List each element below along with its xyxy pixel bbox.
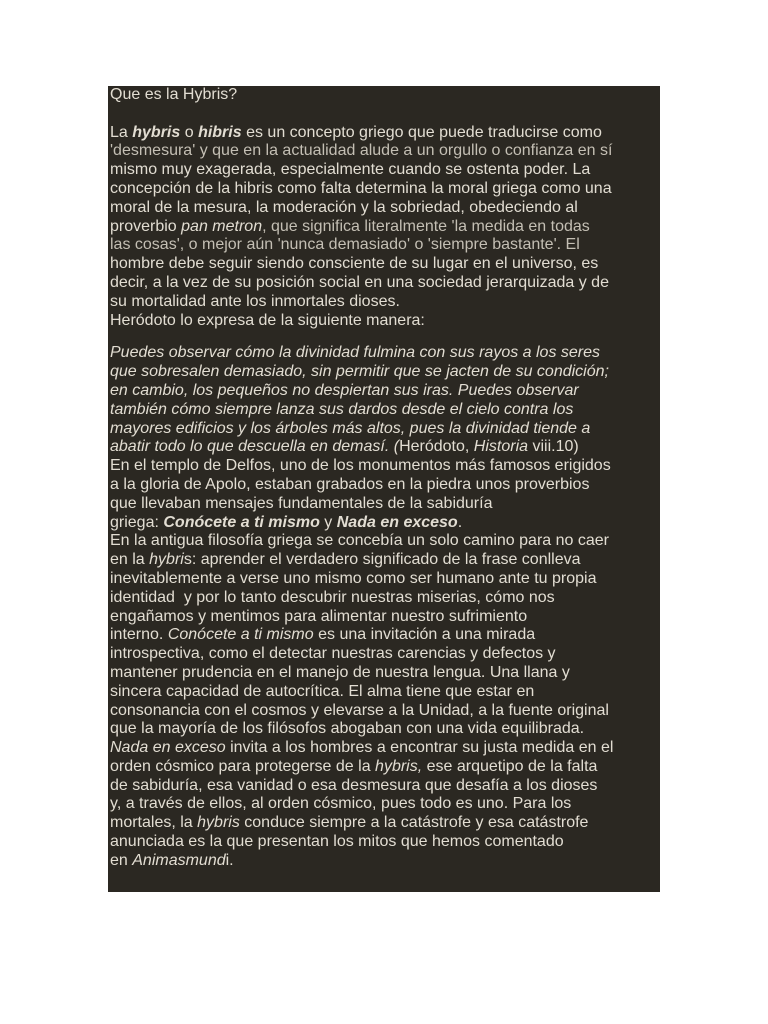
text-line: su mortalidad ante los inmortales dioses. [110, 292, 400, 310]
text-line: sincera capacidad de autocrítica. El alma tiene que estar en [110, 682, 535, 700]
term-pan-metron: pan metron [181, 217, 263, 235]
text-line [110, 758, 660, 777]
text-line: introspectiva, como el detectar nuestras carencias y defectos y [110, 645, 556, 663]
term-hibris: hibris [198, 123, 242, 141]
text-run: , que significa literalmente 'la medida en todas [262, 217, 590, 235]
text-run: La [110, 123, 133, 141]
text-run: proverbio [110, 217, 182, 235]
text-run: orden cósmico para protegerse de la [110, 757, 376, 775]
text-line [110, 124, 660, 143]
text-run: que sobresalen demasiado, sin permitir que se jacten de su condición; [110, 363, 609, 381]
text-line [110, 514, 660, 533]
text-run: interno. [110, 626, 168, 644]
text-line [110, 739, 660, 758]
text-run: o [180, 123, 199, 141]
quote-line [110, 363, 660, 382]
document-title: Que es la Hybris? [110, 86, 238, 103]
maxim-know-thyself: Conócete a ti mismo [163, 513, 320, 531]
quote-herodotus [110, 344, 660, 457]
text-run: en la [110, 551, 150, 569]
term-animasmundi: Animasmund [132, 851, 226, 869]
text-line: mismo muy exagerada, especialmente cuando se ostenta poder. La [110, 161, 591, 179]
quote-line [110, 401, 660, 420]
text-run: es un concepto griego que puede traducirse como [241, 123, 602, 141]
text-run: griega: [110, 513, 164, 531]
text-run: Puedes observar cómo la divinidad fulmina con sus rayos a los seres [110, 344, 601, 362]
text-line: En la antigua filosofía griega se concebía un solo camino para no caer [110, 532, 609, 550]
text-line [110, 218, 660, 237]
text-line [110, 814, 660, 833]
text-run: mortales, la [110, 814, 198, 832]
text-run: s: aprender el verdadero significado de la frase conlleva [183, 551, 581, 569]
text-run: mayores edificios y los árboles más altos, pues la divinidad tiende a [110, 419, 591, 437]
text-line: que llevaban mensajes fundamentales de la sabiduría [110, 494, 493, 512]
text-line: concepción de la hibris como falta determina la moral griega como una [110, 179, 612, 197]
maxim-nothing-in-excess: Nada en exceso [110, 739, 226, 757]
paragraph-philosophy [110, 532, 660, 870]
text-line: decir, a la vez de su posición social en una sociedad jerarquizada y de [110, 273, 609, 291]
text-line: En el templo de Delfos, uno de los monumentos más famosos erigidos [110, 457, 611, 475]
quote-line [110, 344, 660, 363]
text-run: también cómo siempre lanza sus dardos desde el cielo contra los [110, 400, 574, 418]
text-run: en cambio, los pequeños no despiertan sus iras. Puedes observar [110, 381, 579, 399]
maxim-nothing-in-excess: Nada en exceso [336, 513, 458, 531]
text-run: i. [225, 851, 234, 869]
text-run: invita a los hombres a encontrar su justa medida en el [225, 739, 614, 757]
text-line: Heródoto lo expresa de la siguiente manera: [110, 311, 425, 329]
text-line: hombre debe seguir siendo consciente de su lugar en el universo, es [110, 255, 599, 273]
text-run: ese arquetipo de la falta [422, 757, 598, 775]
text-line [110, 551, 660, 570]
maxim-know-thyself: Conócete a ti mismo [167, 626, 314, 644]
citation-work: Historia [473, 438, 529, 456]
text-run: . [457, 513, 463, 531]
citation-ref: viii.10) [528, 438, 579, 456]
text-line: engañamos y mentimos para alimentar nuestro sufrimiento [110, 607, 528, 625]
paragraph-definition [110, 124, 660, 331]
term-hybris: hybris, [375, 757, 423, 775]
quote-line [110, 382, 660, 401]
paragraph-delphi [110, 457, 660, 532]
text-line: moral de la mesura, la moderación y la sobriedad, obedeciendo al [110, 198, 578, 216]
term-hybris: hybris [197, 814, 240, 832]
text-line: mantener prudencia en el manejo de nuestra lengua. Una llana y [110, 663, 570, 681]
text-line: a la gloria de Apolo, estaban grabados en la piedra unos proverbios [110, 475, 590, 493]
term-hybris: hybris [132, 123, 181, 141]
text-run: y [319, 513, 337, 531]
text-run: conduce siempre a la catástrofe y esa catástrofe [239, 814, 589, 832]
text-line [110, 852, 660, 871]
text-line: anunciada es la que presentan los mitos que hemos comentado [110, 833, 564, 851]
term-hybris: hybri [149, 551, 184, 569]
text-run: abatir todo lo que descuella en demasí. ( [110, 438, 400, 456]
text-run: en [110, 851, 133, 869]
document-panel [108, 86, 660, 892]
text-line: 'desmesura' y que en la actualidad alude a un orgullo o confianza en sí [110, 142, 613, 160]
text-line [110, 626, 660, 645]
citation-author: Heródoto, [399, 438, 474, 456]
text-line: las cosas', o mejor aún 'nunca demasiado' o 'siempre bastante'. El [110, 236, 580, 254]
text-run: es una invitación a una mirada [313, 626, 536, 644]
quote-line [110, 420, 660, 439]
text-line: inevitablemente a verse uno mismo como ser humano ante tu propia [110, 569, 597, 587]
quote-line [110, 438, 660, 457]
text-line: consonancia con el cosmos y elevarse a la Unidad, a la fuente original [110, 701, 609, 719]
text-line: identidad y por lo tanto descubrir nuestras miserias, cómo nos [110, 588, 555, 606]
text-line: que la mayoría de los filósofos abogaban con una vida equilibrada. [110, 720, 585, 738]
text-line: de sabiduría, esa vanidad o esa desmesura que desafía a los dioses [110, 776, 598, 794]
text-line: y, a través de ellos, al orden cósmico, pues todo es uno. Para los [110, 795, 572, 813]
